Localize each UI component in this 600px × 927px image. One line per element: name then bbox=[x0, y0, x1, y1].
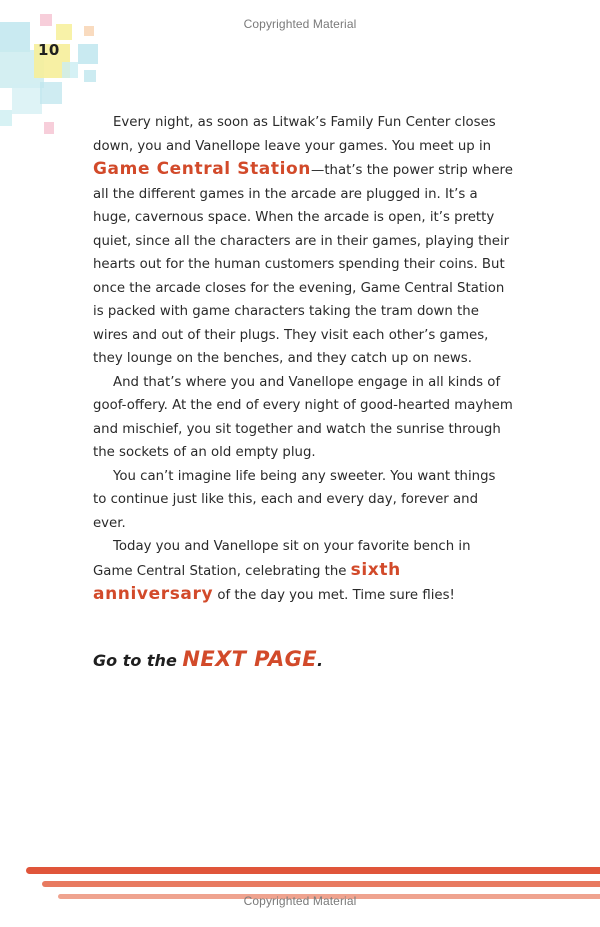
paragraph-3: You can’t imagine life being any sweeter. You want things to continue just like this, each and every day, forever and ever. bbox=[93, 468, 496, 531]
paragraph-4-text-a: Today you and Vanellope sit on your favorite bench in Game Central Station, celebrating the bbox=[93, 539, 471, 579]
paragraph-2: And that’s where you and Vanellope engage in all kinds of goof-offery. At the end of every night of good-hearted mayhem and mischief, you sit together and watch the sunrise through the sockets of an old empty plug. bbox=[93, 374, 513, 460]
story-text bbox=[93, 111, 513, 608]
highlight-sixth-anniversary: sixth anniversary bbox=[93, 559, 401, 604]
paragraph-1 bbox=[93, 111, 513, 371]
paragraph-1-text-b: —that’s the power strip where all the different games in the arcade are plugged in. It’s a huge, cavernous space. When the arcade is open, it’s pretty quiet, since all the characters are in their games, playing their hearts out for the human customers spending their coins. But once the arcade closes for the evening, Game Central Station is packed with game characters taking the tram down the wires and out of their plugs. They visit each other’s games, they lounge on the benches, and they catch up on news. bbox=[93, 163, 513, 366]
highlight-game-central-station: Game Central Station bbox=[93, 159, 312, 179]
watermark-top: Copyrighted Material bbox=[243, 17, 357, 31]
go-to-suffix: . bbox=[317, 651, 324, 670]
footer-stripe-1 bbox=[26, 867, 600, 874]
paragraph-4 bbox=[93, 535, 513, 608]
go-to-prefix: Go to the bbox=[93, 651, 183, 670]
paragraph-1-text-a: Every night, as soon as Litwak’s Family Fun Center closes down, you and Vanellope leave your games. You meet up in bbox=[93, 115, 496, 154]
next-page-link[interactable]: NEXT PAGE bbox=[182, 647, 318, 671]
paragraph-4-text-b: of the day you met. Time sure flies! bbox=[213, 588, 455, 603]
page-number: 10 bbox=[38, 41, 60, 59]
footer-stripe-2 bbox=[42, 881, 600, 887]
watermark-bottom: Copyrighted Material bbox=[243, 894, 357, 908]
go-to-next-page[interactable] bbox=[93, 647, 323, 671]
